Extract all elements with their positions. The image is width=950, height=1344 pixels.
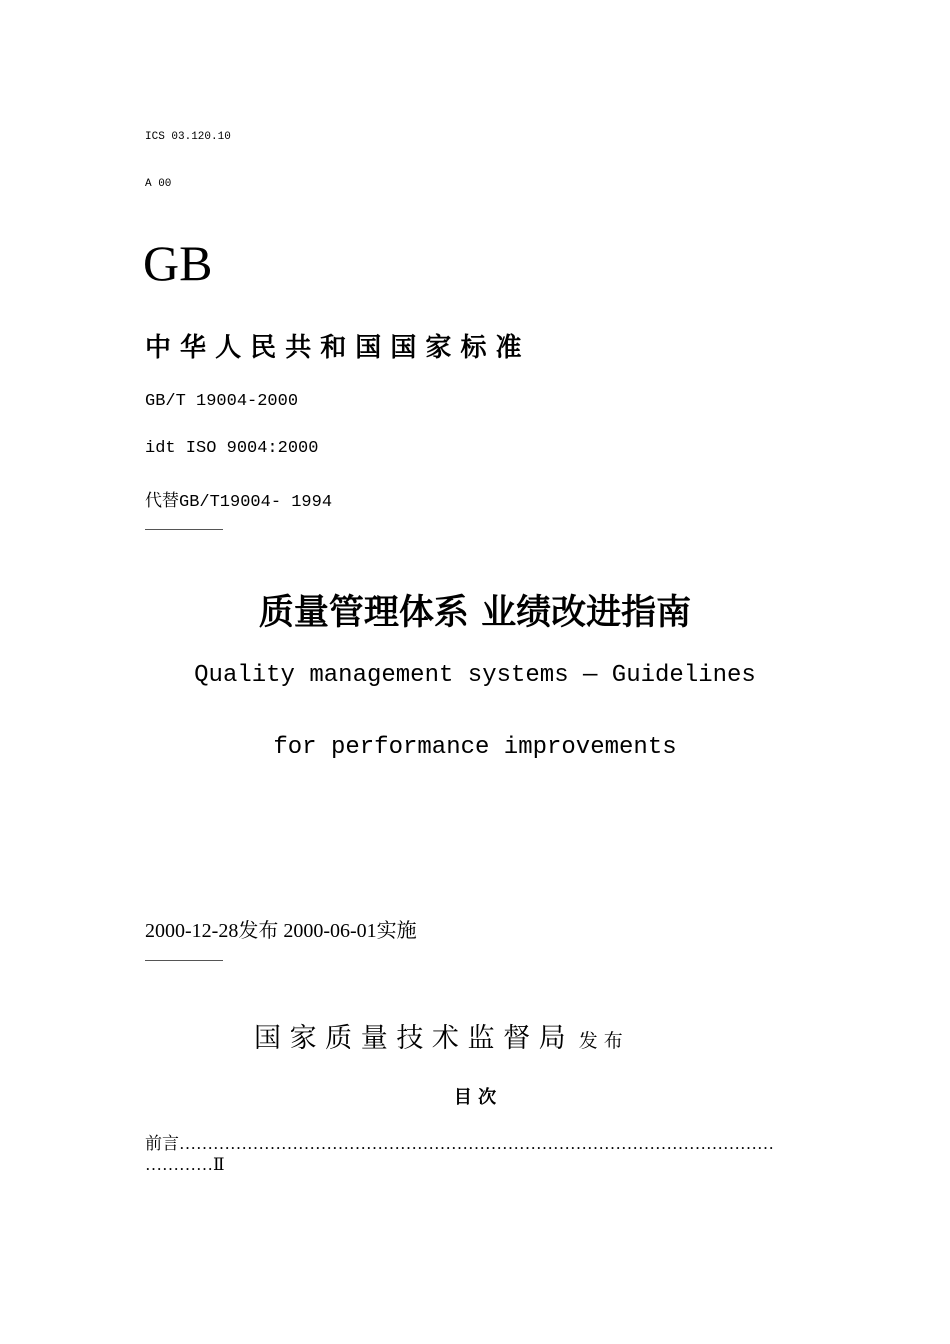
publisher-name: 国 家 质 量 技 术 监 督 局 — [254, 1023, 566, 1054]
document-title-en-line1: Quality management systems — Guidelines — [194, 662, 756, 689]
divider-top — [145, 529, 223, 530]
issue-implement-dates: 2000-12-28发布 2000-06-01实施 — [145, 920, 417, 942]
document-title-cn: 质量管理体系 业绩改进指南 — [258, 593, 692, 633]
publisher-block — [254, 1016, 623, 1055]
replaces-standard: 代替GB/T19004- 1994 — [145, 493, 333, 512]
toc-entry-preface-page[interactable]: …………Ⅱ — [145, 1155, 225, 1174]
identical-standard: idt ISO 9004:2000 — [145, 439, 319, 458]
category-code: A 00 — [145, 178, 172, 190]
publisher-action: 发 布 — [578, 1030, 623, 1052]
divider-bottom — [145, 960, 223, 961]
ics-code: ICS 03.120.10 — [145, 131, 231, 143]
toc-entry-preface[interactable]: 前言…………………………………………………………………………………………… — [145, 1134, 774, 1153]
toc-heading: 目 次 — [453, 1087, 497, 1108]
document-title-en-line2: for performance improvements — [273, 734, 677, 761]
standard-number: GB/T 19004-2000 — [145, 392, 299, 411]
national-standard-heading: 中 华 人 民 共 和 国 国 家 标 准 — [145, 333, 522, 363]
gb-logo: GB — [143, 235, 213, 291]
